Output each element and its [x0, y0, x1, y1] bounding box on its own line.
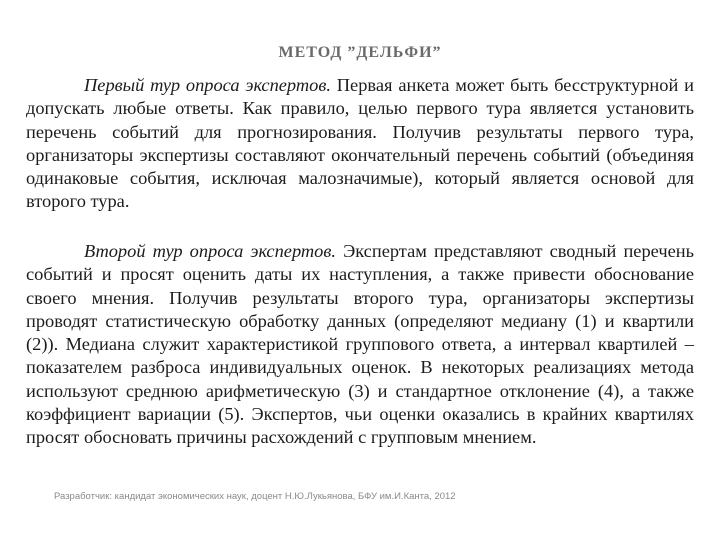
paragraph-text: Первая анкета может быть бесструктурной и допускать любые ответы. Как правило, целью первого тура является установить перечень событий для прогнозирования. Получив результаты первого тура, организаторы экспертизы составляют окончательный перечень событий (объединяя одинаковые события, исключая малозначимые), который является основой для второго тура.: [26, 75, 694, 212]
slide-title: МЕТОД ”ДЕЛЬФИ”: [278, 44, 442, 61]
paragraph-lead: Второй тур опроса экспертов.: [84, 241, 336, 261]
footer-credit: Разработчик: кандидат экономических наук, доцент Н.Ю.Лукьянова, БФУ им.И.Канта, 2012: [54, 491, 456, 502]
paragraph-first-round: [26, 74, 694, 214]
paragraph-lead: Первый тур опроса экспертов.: [84, 75, 331, 95]
paragraph-second-round: [26, 240, 694, 450]
paragraph-text: Экспертам представляют сводный перечень событий и просят оценить даты их наступления, а также привести обоснование своего мнения. Получив результаты второго тура, организаторы экспертизы проводят статистическую обработку данных (определяют медиану (1) и квартили (2)). Медиана служит характеристикой группового ответа, а интервал квартилей – показателем разброса индивидуальных оценок. В некоторых реализациях метода используют среднюю арифметическую (3) и стандартное отклонение (4), а также коэффициент вариации (5). Экспертов, чьи оценки оказались в крайних квартилях просят обосновать причины расхождений с групповым мнением.: [26, 241, 694, 448]
